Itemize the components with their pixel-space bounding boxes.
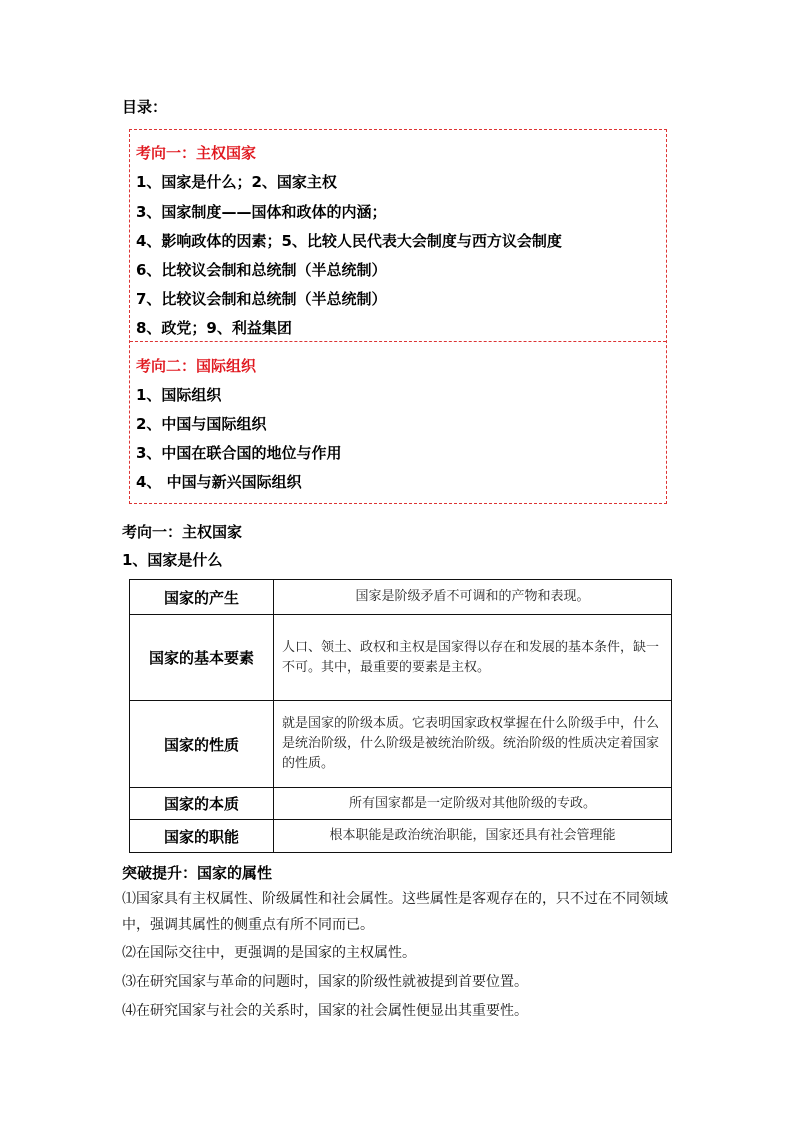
table-key: 国家的本质 <box>130 788 274 820</box>
toc-item[interactable]: 3、国家制度——国体和政体的内涵； <box>136 203 387 221</box>
attribute-point: ⑴国家具有主权属性、阶级属性和社会属性。这些属性是客观存在的，只不过在不同领域中，强调其属性的侧重点有所不同而已。 <box>122 891 668 933</box>
toc-divider <box>130 341 666 342</box>
section-title: 考向一：主权国家 <box>122 523 243 541</box>
table-row <box>130 701 672 788</box>
toc-item[interactable]: 4、影响政体的因素；5、比较人民代表大会制度与西方议会制度 <box>136 232 562 250</box>
attribute-point: ⑷在研究国家与社会的关系时，国家的社会属性便显出其重要性。 <box>122 1003 528 1019</box>
table-value: 国家是阶级矛盾不可调和的产物和表现。 <box>274 580 672 615</box>
attribute-point: ⑵在国际交往中，更强调的是国家的主权属性。 <box>122 945 416 961</box>
toc-label: 目录： <box>122 98 168 116</box>
table-value: 所有国家都是一定阶级对其他阶级的专政。 <box>274 788 672 820</box>
toc-box <box>129 129 667 504</box>
table-key: 国家的产生 <box>130 580 274 615</box>
table-key: 国家的职能 <box>130 820 274 853</box>
state-facts-table <box>129 579 672 853</box>
toc-item[interactable]: 7、比较议会制和总统制（半总统制） <box>136 290 387 308</box>
toc-item[interactable]: 1、国家是什么；2、国家主权 <box>136 173 337 191</box>
toc-item[interactable]: 6、比较议会制和总统制（半总统制） <box>136 261 387 279</box>
toc-item[interactable]: 8、政党；9、利益集团 <box>136 319 292 337</box>
attribute-point: ⑶在研究国家与革命的问题时，国家的阶级性就被提到首要位置。 <box>122 974 528 990</box>
table-row <box>130 820 672 853</box>
toc-item[interactable]: 3、中国在联合国的地位与作用 <box>136 444 342 462</box>
breakthrough-title: 突破提升：国家的属性 <box>122 864 273 882</box>
table-row <box>130 580 672 615</box>
toc-item[interactable]: 2、中国与国际组织 <box>136 415 267 433</box>
toc-section1-heading[interactable]: 考向一：主权国家 <box>136 144 257 162</box>
toc-section2-heading[interactable]: 考向二：国际组织 <box>136 357 257 375</box>
table-row <box>130 615 672 701</box>
toc-item[interactable]: 4、 中国与新兴国际组织 <box>136 473 302 491</box>
table-value: 人口、领土、政权和主权是国家得以存在和发展的基本条件，缺一不可。其中，最重要的要素是主权。 <box>274 615 672 701</box>
table-value: 根本职能是政治统治职能，国家还具有社会管理能 <box>274 820 672 853</box>
table-row <box>130 788 672 820</box>
subsection-title: 1、国家是什么 <box>122 551 223 569</box>
table-key: 国家的性质 <box>130 701 274 788</box>
table-value: 就是国家的阶级本质。它表明国家政权掌握在什么阶级手中，什么是统治阶级，什么阶级是被统治阶级。统治阶级的性质决定着国家的性质。 <box>274 701 672 788</box>
table-key: 国家的基本要素 <box>130 615 274 701</box>
toc-item[interactable]: 1、国际组织 <box>136 386 222 404</box>
